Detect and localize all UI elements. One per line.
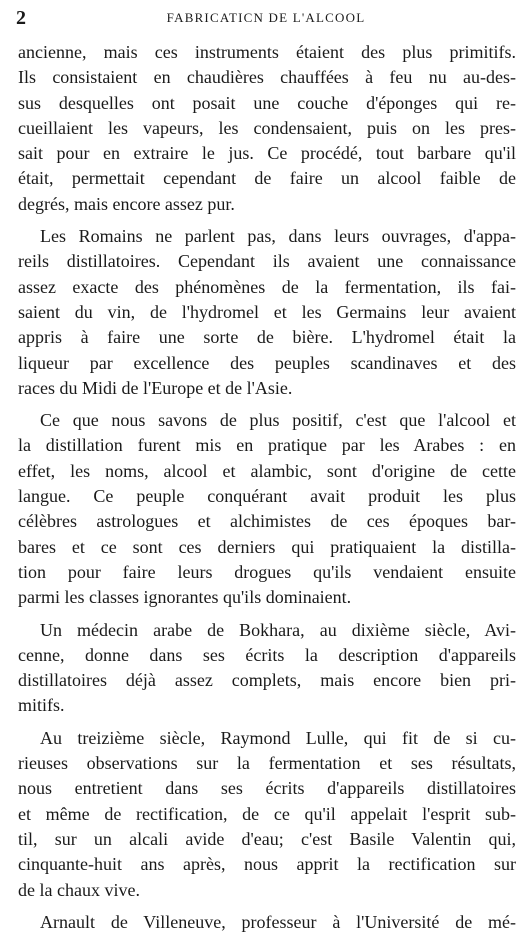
- text-line: Au treizième siècle, Raymond Lulle, qui fit de si cu-: [40, 727, 516, 748]
- text-line: liqueur par excellence des peuples scandinaves et des: [18, 352, 516, 373]
- paragraph: [18, 910, 516, 935]
- paragraph: [18, 40, 516, 217]
- text-line: reils distillatoires. Cependant ils avaient une connaissance: [18, 251, 516, 272]
- text-line: races du Midi de l'Europe et de l'Asie.: [18, 377, 293, 398]
- text-line: ancienne, mais ces instruments étaient des plus primitifs.: [18, 42, 516, 62]
- text-line: effet, les noms, alcool et alambic, sont d'origine de cette: [18, 460, 516, 481]
- paragraph: [18, 618, 516, 719]
- text-line: saient du vin, de l'hydromel et les Germains leur avaient: [18, 301, 516, 322]
- text-line: cueillaient les vapeurs, les condensaient, puis on les pres-: [18, 117, 516, 138]
- text-line: cenne, donne dans ses écrits la description d'appareils: [18, 644, 516, 665]
- page-number: 2: [16, 7, 26, 29]
- text-line: langue. Ce peuple conquérant avait produit les plus: [18, 486, 516, 507]
- text-line: mitifs.: [18, 695, 65, 716]
- text-line: Ils consistaient en chaudières chauffées à feu nu au-des-: [18, 67, 516, 88]
- text-line: Ce que nous savons de plus positif, c'est que l'alcool et: [40, 410, 516, 431]
- text-line: Les Romains ne parlent pas, dans leurs ouvrages, d'appa-: [40, 226, 516, 247]
- text-line: nous entretient dans ses écrits d'appareils distillatoires: [18, 778, 516, 799]
- text-line: til, sur un alcali avide d'eau; c'est Basile Valentin qui,: [18, 828, 516, 849]
- text-line: Un médecin arabe de Bokhara, au dixième siècle, Avi-: [40, 619, 516, 640]
- text-line: célèbres astrologues et alchimistes de ces époques bar-: [18, 511, 516, 532]
- text-line: tion pour faire leurs drogues qu'ils vendaient ensuite: [18, 561, 516, 582]
- body-text: [18, 40, 516, 935]
- text-line: et même de rectification, de ce qu'il appelait l'esprit sub-: [18, 803, 516, 824]
- text-line: bares et ce sont ces derniers qui pratiquaient la distilla-: [18, 536, 516, 557]
- text-line: parmi les classes ignorantes qu'ils dominaient.: [18, 587, 352, 608]
- text-line: rieuses observations sur la fermentation et ses résultats,: [18, 753, 516, 774]
- text-line: Arnault de Villeneuve, professeur à l'Université de mé-: [40, 911, 516, 932]
- text-line: la distillation furent mis en pratique par les Arabes : en: [18, 435, 516, 456]
- text-line: sus desquelles ont posait une couche d'éponges qui re-: [18, 92, 516, 113]
- running-title: FABRICATICN DE L'ALCOOL: [166, 10, 366, 25]
- text-line: cinquante-huit ans après, nous apprit la rectification sur: [18, 854, 516, 875]
- paragraph: [18, 726, 516, 903]
- text-line: degrés, mais encore assez pur.: [18, 193, 235, 214]
- text-line: de la chaux vive.: [18, 879, 140, 900]
- text-line: appris à faire une sorte de bière. L'hydromel était la: [18, 327, 516, 348]
- paragraph: [18, 408, 516, 610]
- text-line: assez exacte des phénomènes de la fermentation, ils fai-: [18, 276, 516, 297]
- text-line: distillatoires déjà assez complets, mais encore bien pri-: [18, 670, 516, 691]
- text-line: était, permettait cependant de faire un alcool faible de: [18, 168, 516, 189]
- page-header: [0, 6, 532, 30]
- text-line: sait pour en extraire le jus. Ce procédé, tout barbare qu'il: [18, 143, 516, 164]
- paragraph: [18, 224, 516, 401]
